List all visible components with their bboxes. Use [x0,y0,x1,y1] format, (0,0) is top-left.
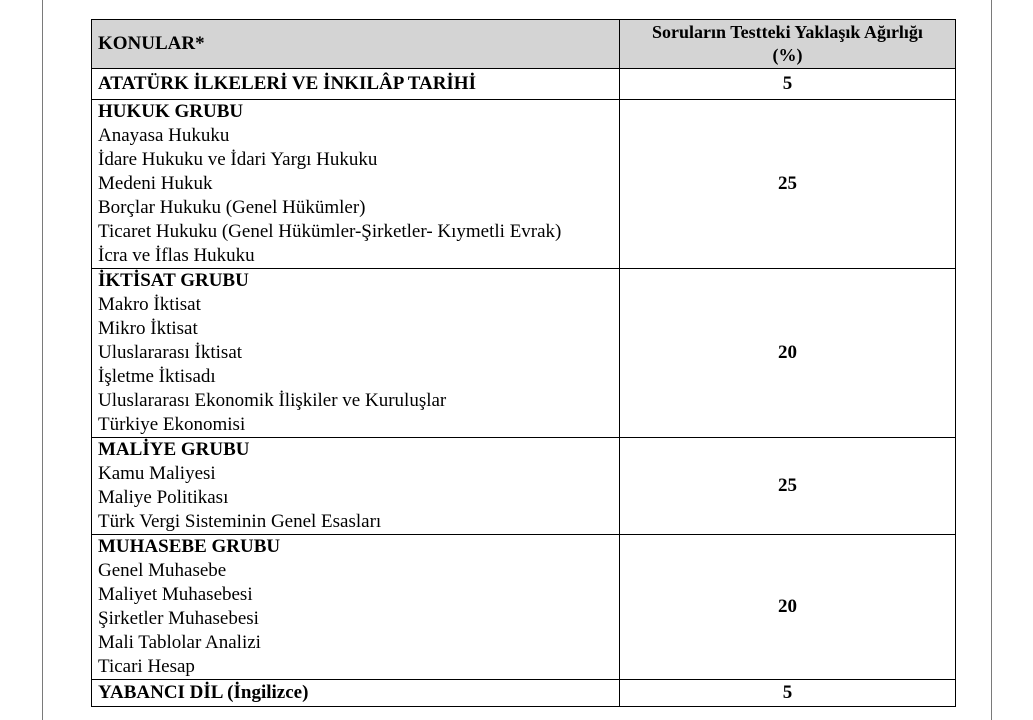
subject-item: Mikro İktisat [98,318,198,339]
table-row-ataturk [92,69,956,100]
subject-item: Maliye Politikası [98,487,229,508]
subject-item: Mali Tablolar Analizi [98,632,261,653]
subject-item: Türkiye Ekonomisi [98,414,246,435]
topic-cell-hukuk [92,100,620,269]
weight-cell-yabanci: 5 [620,680,956,707]
topic-cell-iktisat [92,269,620,438]
subject-item: Makro İktisat [98,294,201,315]
table-row-maliye [92,438,956,535]
subject-item: İşletme İktisadı [98,366,216,387]
group-title-muhasebe: MUHASEBE GRUBU [98,536,281,557]
topic-cell-ataturk [92,69,620,100]
weight-cell-iktisat: 20 [620,269,956,438]
subject-item: İdare Hukuku ve İdari Yargı Hukuku [98,149,378,170]
group-title-iktisat: İKTİSAT GRUBU [98,270,249,291]
group-title-hukuk: HUKUK GRUBU [98,101,244,122]
subject-item: Medeni Hukuk [98,173,213,194]
group-title-yabanci: YABANCI DİL (İngilizce) [98,682,309,703]
table-row-muhasebe [92,535,956,680]
subject-item: Ticari Hesap [98,656,195,677]
group-title-maliye: MALİYE GRUBU [98,439,250,460]
table-row-hukuk [92,100,956,269]
subject-item: Borçlar Hukuku (Genel Hükümler) [98,197,366,218]
subject-item: Kamu Maliyesi [98,463,216,484]
header-weight-line1: Soruların Testteki Yaklaşık Ağırlığı [652,22,923,42]
subject-item: Anayasa Hukuku [98,125,230,146]
weight-cell-maliye: 25 [620,438,956,535]
weight-cell-muhasebe: 20 [620,535,956,680]
header-topics: KONULAR* [92,20,620,69]
subject-item: Türk Vergi Sisteminin Genel Esasları [98,511,382,532]
subject-item: Uluslararası İktisat [98,342,243,363]
subject-item: İcra ve İflas Hukuku [98,245,255,266]
group-title-ataturk: ATATÜRK İLKELERİ VE İNKILÂP TARİHİ [98,73,476,94]
topic-cell-yabanci [92,680,620,707]
weight-cell-hukuk: 25 [620,100,956,269]
table-header-row [92,20,956,69]
weight-cell-ataturk: 5 [620,69,956,100]
topic-cell-muhasebe [92,535,620,680]
header-weight-line2: (%) [772,45,803,65]
subject-item: Şirketler Muhasebesi [98,608,259,629]
subject-item: Maliyet Muhasebesi [98,584,253,605]
topics-weight-table [91,19,956,707]
subject-item: Uluslararası Ekonomik İlişkiler ve Kuruluşlar [98,390,447,411]
header-weight [620,20,956,69]
subject-item: Genel Muhasebe [98,560,227,581]
topic-cell-maliye [92,438,620,535]
table-row-yabanci [92,680,956,707]
subject-item: Ticaret Hukuku (Genel Hükümler-Şirketler- Kıymetli Evrak) [98,221,562,242]
table-row-iktisat [92,269,956,438]
